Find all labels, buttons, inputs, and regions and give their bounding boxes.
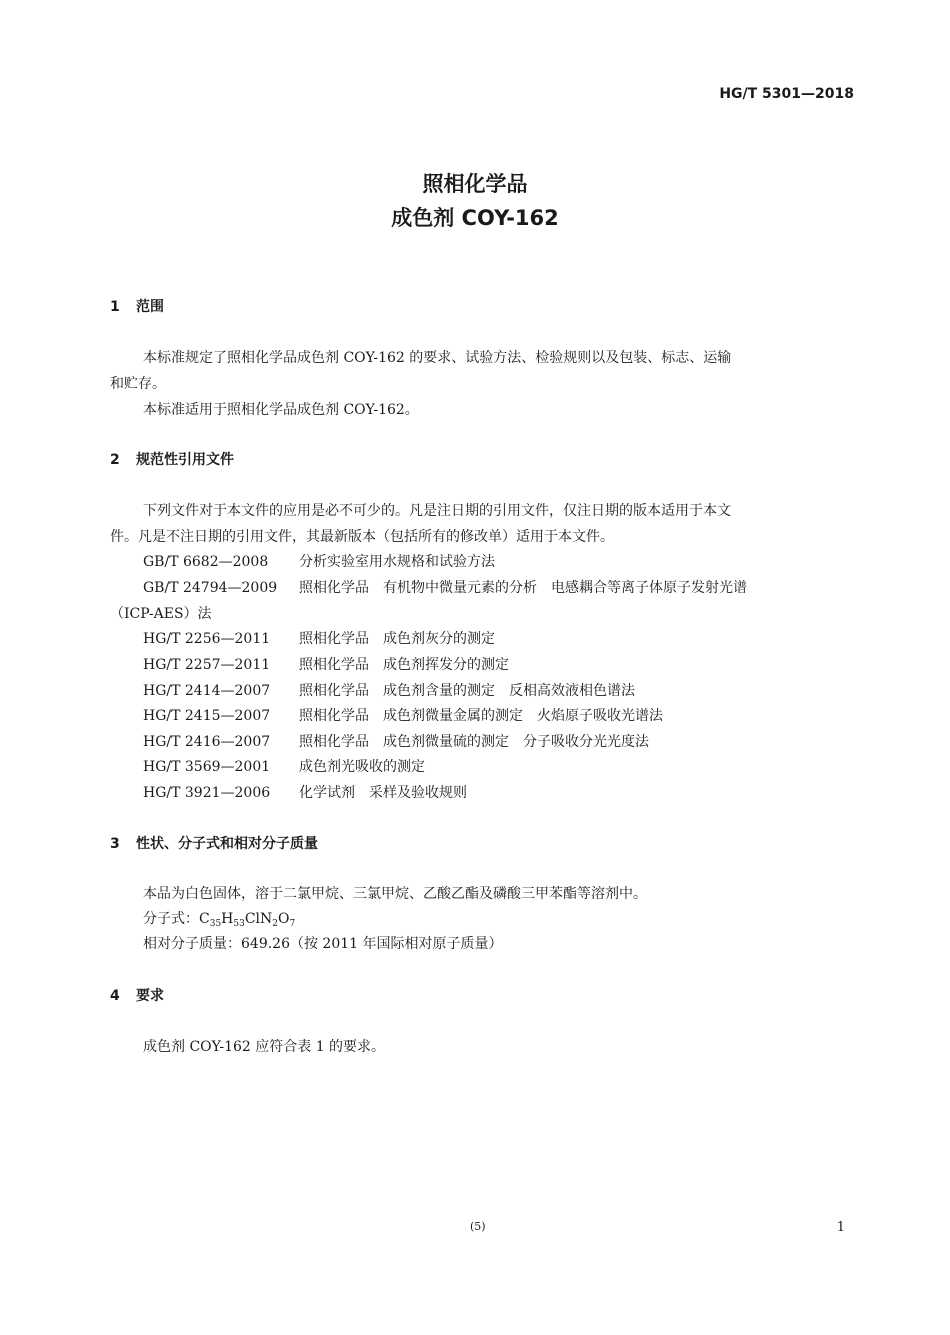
formula-subscript: 7 (289, 919, 296, 929)
section-4-heading (110, 985, 164, 1005)
reference-item (143, 680, 635, 700)
section-number: 3 (110, 836, 120, 852)
formula-subscript: 2 (272, 919, 279, 929)
section-2-heading (110, 449, 234, 469)
paragraph-line: 和贮存。 (110, 376, 166, 392)
page-number: 1 (836, 1220, 845, 1235)
reference-title: 照相化学品 有机物中微量元素的分析 电感耦合等离子体原子发射光谱 (299, 580, 747, 596)
formula-element: ClN (244, 911, 273, 927)
reference-title: 成色剂光吸收的测定 (299, 759, 425, 775)
reference-title: 照相化学品 成色剂微量金属的测定 火焰原子吸收光谱法 (299, 708, 663, 724)
footer-sequence: (5) (470, 1220, 486, 1233)
section-number: 4 (110, 988, 120, 1004)
paragraph-line: 本标准规定了照相化学品成色剂 COY-162 的要求、试验方法、检验规则以及包装、标志、运输 (143, 350, 732, 366)
reference-code: HG/T 3921—2006 (143, 785, 271, 801)
formula-element: C (199, 911, 210, 927)
reference-item (143, 705, 663, 725)
paragraph-line: 成色剂 COY-162 应符合表 1 的要求。 (143, 1039, 386, 1055)
formula-element: H (221, 911, 234, 927)
reference-title: 照相化学品 成色剂微量硫的测定 分子吸收分光光度法 (299, 734, 649, 750)
reference-title: 化学试剂 采样及验收规则 (299, 785, 467, 801)
standard-code: HG/T 5301—2018 (719, 86, 854, 102)
formula-element: O (278, 911, 290, 927)
reference-code: HG/T 2416—2007 (143, 734, 271, 750)
reference-continuation: （ICP-AES）法 (110, 606, 212, 622)
reference-item (143, 654, 509, 674)
reference-item (143, 628, 495, 648)
reference-title: 照相化学品 成色剂挥发分的测定 (299, 657, 509, 673)
section-title: 范围 (136, 299, 164, 315)
document-title-line1: 照相化学品 (422, 172, 528, 196)
reference-item (143, 551, 495, 571)
reference-item (143, 577, 747, 597)
reference-title: 分析实验室用水规格和试验方法 (299, 554, 495, 570)
reference-title: 照相化学品 成色剂灰分的测定 (299, 631, 495, 647)
paragraph-line: 下列文件对于本文件的应用是必不可少的。凡是注日期的引用文件，仅注日期的版本适用于本文 (143, 503, 731, 519)
molecular-mass: 相对分子质量：649.26（按 2011 年国际相对原子质量） (143, 936, 503, 952)
reference-item (143, 782, 467, 802)
reference-code: GB/T 24794—2009 (143, 580, 278, 596)
reference-code: HG/T 2256—2011 (143, 631, 271, 647)
paragraph-line: 本标准适用于照相化学品成色剂 COY-162。 (143, 402, 419, 418)
reference-code: HG/T 2257—2011 (143, 657, 271, 673)
formula-label: 分子式： (143, 911, 199, 927)
section-title: 要求 (136, 988, 164, 1004)
section-1-heading (110, 296, 164, 316)
section-number: 2 (110, 452, 120, 468)
formula-subscript: 35 (209, 919, 222, 929)
reference-title: 照相化学品 成色剂含量的测定 反相高效液相色谱法 (299, 683, 635, 699)
molecular-formula (143, 908, 295, 929)
section-number: 1 (110, 299, 120, 315)
paragraph-line: 本品为白色固体，溶于二氯甲烷、三氯甲烷、乙酸乙酯及磷酸三甲苯酯等溶剂中。 (143, 886, 647, 902)
reference-code: HG/T 2415—2007 (143, 708, 271, 724)
reference-item (143, 756, 425, 776)
section-title: 性状、分子式和相对分子质量 (136, 836, 318, 852)
paragraph-line: 件。凡是不注日期的引用文件，其最新版本（包括所有的修改单）适用于本文件。 (110, 529, 614, 545)
section-3-heading (110, 833, 318, 853)
formula-subscript: 53 (233, 919, 245, 929)
reference-code: HG/T 2414—2007 (143, 683, 271, 699)
document-title-line2: 成色剂 COY-162 (391, 206, 559, 230)
reference-item (143, 731, 649, 751)
reference-code: GB/T 6682—2008 (143, 554, 269, 570)
reference-code: HG/T 3569—2001 (143, 759, 271, 775)
section-title: 规范性引用文件 (136, 452, 234, 468)
